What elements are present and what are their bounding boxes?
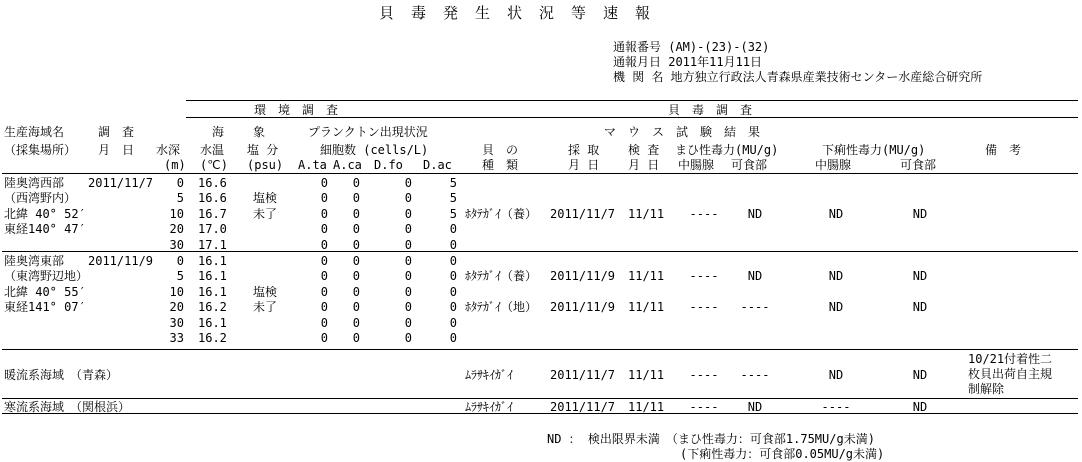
shell-species: ﾎﾀﾃｶﾞｲ（地） [465,300,538,315]
header-group-rule [186,117,1078,118]
collect-date: 2011/11/7 [550,400,616,414]
plankton-header: プランクトン出現状況 [308,125,428,139]
temp-value: 16.6 [198,191,227,206]
inspect-date: 11/11 [628,300,665,315]
inspect-date: 11/11 [628,206,665,221]
dfo-value: 0 [404,254,412,268]
dsp-midgut-value: ND [828,368,844,382]
temp-value: 16.1 [198,315,227,330]
dsp-edible-value: ND [912,269,928,284]
survey-date-header: 調 査 [98,125,135,139]
temp-value: 17.0 [198,222,227,237]
collect-date: 2011/11/7 [550,206,616,221]
dsp-midgut-value: ND [828,206,844,221]
inspect-date: 11/11 [628,368,665,382]
ata-value: 0 [320,269,328,284]
shell-species: ﾎﾀﾃｶﾞｲ（養） [465,269,538,284]
area-name-line: 陸奥湾東部 [4,254,65,268]
ata-value: 0 [320,254,328,268]
collect-date-header: 採 取 [568,143,600,157]
psp-edible-value: ---- [740,368,770,382]
aca-value: 0 [352,237,360,252]
shell-species: ﾑﾗｻｷｲｶﾞｲ [465,368,514,382]
temp-value: 16.2 [198,331,227,345]
document-title: 貝 毒 発 生 状 況 等 速 報 [379,4,652,22]
psp-midgut-header: 中腸腺 [678,158,715,172]
dac-value: 5 [449,176,457,190]
phenomena-header: 象 [253,125,266,139]
inspect-date: 11/11 [628,400,665,414]
dsp-header: 下痢性毒力(MU/g) [822,143,926,157]
collect-date: 2011/11/7 [550,368,616,382]
psp-edible-value: ---- [740,300,770,315]
aca-value: 0 [352,206,360,221]
temp-value: 16.6 [198,176,227,190]
salinity-value: 未了 [253,300,278,315]
inspect-md-header: 月 日 [628,158,660,172]
survey-date-subheader: 月 日 [98,143,135,157]
dfo-value: 0 [404,315,412,330]
dfo-value: 0 [404,191,412,206]
area-name-line: 北緯 40° 55′ [4,284,86,299]
report-number: 通報番号 (AM)-(23)-(32) [613,40,770,54]
ata-value: 0 [320,315,328,330]
temp-header: 水温 [200,143,225,157]
temp-value: 16.7 [198,206,227,221]
temp-value: 16.1 [198,284,227,299]
area-name-line: 東経140° 47′ [4,222,86,237]
dsp-midgut-value: ND [828,269,844,284]
depth-value: 30 [169,237,184,252]
salinity-header: 塩 分 [247,143,279,157]
remarks-line: 制解除 [968,382,1005,396]
ata-value: 0 [320,331,328,345]
aca-header: A.ca [333,158,362,172]
dsp-edible-value: ND [912,300,928,315]
collect-md-header: 月 日 [568,158,600,172]
area-name-line: 陸奥湾西部 [4,176,65,190]
temp-value: 16.2 [198,300,227,315]
dac-value: 0 [449,254,457,268]
depth-value: 0 [176,254,184,268]
remarks-header: 備 考 [985,143,1022,157]
env-survey-header: 環 境 調 査 [254,103,339,117]
report-date: 通報月日 2011年11月11日 [613,55,763,69]
depth-value: 5 [176,191,184,206]
aca-value: 0 [352,284,360,299]
depth-value: 33 [169,331,184,345]
dsp-midgut-header: 中腸腺 [815,158,852,172]
remarks-line: 10/21付着性二 [968,352,1053,366]
survey-date: 2011/11/9 [88,254,154,268]
salinity-value: 未了 [253,206,278,221]
shell-kind-header: 種 類 [482,158,519,172]
depth-value: 10 [169,284,184,299]
ata-value: 0 [320,284,328,299]
dfo-value: 0 [404,331,412,345]
dfo-value: 0 [404,206,412,221]
cells-header: 細胞数 (cells/L) [320,143,429,157]
shell-species: ﾑﾗｻｷｲｶﾞｲ [465,400,514,414]
area-name-line: （東湾野辺地） [4,269,89,284]
block-separator [2,398,1078,399]
area-header: 生産海域名 [4,125,65,139]
collect-date: 2011/11/9 [550,300,616,315]
remarks-line: 枚貝出荷自主規 [968,367,1053,381]
header-top-rule [186,100,1078,101]
ata-value: 0 [320,222,328,237]
dac-value: 5 [449,191,457,206]
dac-value: 5 [449,206,457,221]
ata-value: 0 [320,206,328,221]
salinity-unit: (psu) [247,158,284,172]
psp-midgut-value: ---- [689,300,719,315]
dfo-value: 0 [404,237,412,252]
dfo-value: 0 [404,269,412,284]
report-agency: 機 関 名 地方独立行政法人青森県産業技術センター水産総合研究所 [613,70,983,84]
temp-unit: (℃) [200,158,228,172]
temp-value: 16.1 [198,254,227,268]
depth-value: 5 [176,269,184,284]
dac-value: 0 [449,315,457,330]
shellfish-survey-header: 貝 毒 調 査 [668,103,753,117]
depth-value: 20 [169,222,184,237]
dsp-midgut-value: ND [828,300,844,315]
area-name-line: 東経141° 07′ [4,300,86,315]
psp-edible-value: ND [747,400,763,414]
collect-date: 2011/11/9 [550,269,616,284]
depth-value: 30 [169,315,184,330]
shell-species: ﾎﾀﾃｶﾞｲ（養） [465,206,538,221]
depth-header: 水深 [156,143,181,157]
aca-value: 0 [352,176,360,190]
depth-value: 20 [169,300,184,315]
header-bottom-rule [2,173,1078,174]
mouse-test-header: マ ウ ス 試 験 結 果 [604,125,761,139]
aca-value: 0 [352,300,360,315]
dfo-value: 0 [404,284,412,299]
aca-value: 0 [352,315,360,330]
dfo-value: 0 [404,222,412,237]
ata-value: 0 [320,191,328,206]
area-name-line: （西湾野内） [4,191,77,206]
depth-unit: (m) [164,158,186,172]
block-separator [2,251,1078,252]
inspect-date-header: 検 査 [628,143,660,157]
aca-value: 0 [352,191,360,206]
psp-midgut-value: ---- [689,206,719,221]
ata-value: 0 [320,176,328,190]
dsp-edible-value: ND [912,368,928,382]
psp-midgut-value: ---- [689,400,719,414]
salinity-value: 塩検 [253,284,278,299]
area-name-line: 北緯 40° 52′ [4,206,86,221]
psp-midgut-value: ---- [689,269,719,284]
psp-edible-value: ND [747,269,763,284]
dac-value: 0 [449,300,457,315]
dsp-edible-header: 可食部 [900,158,937,172]
depth-value: 0 [176,176,184,190]
area-name: 寒流系海域 （関根浜） [4,400,131,414]
dac-value: 0 [449,269,457,284]
area-subheader: （採集場所） [4,143,77,157]
temp-value: 17.1 [198,237,227,252]
dac-value: 0 [449,284,457,299]
block-separator [2,349,1078,350]
ata-header: A.ta [298,158,327,172]
survey-date: 2011/11/7 [88,176,154,190]
ata-value: 0 [320,300,328,315]
sea-header: 海 [212,125,225,139]
dac-value: 0 [449,237,457,252]
psp-edible-header: 可食部 [731,158,768,172]
aca-value: 0 [352,222,360,237]
depth-value: 10 [169,206,184,221]
shell-species-header: 貝 の [482,143,519,157]
dfo-value: 0 [404,176,412,190]
footnote-dsp: (下痢性毒力：可食部0.05MU/g未満) [680,447,885,461]
psp-midgut-value: ---- [689,368,719,382]
ata-value: 0 [320,237,328,252]
dac-value: 0 [449,331,457,345]
aca-value: 0 [352,269,360,284]
psp-edible-value: ND [747,206,763,221]
psp-header: まひ性毒力(MU/g) [675,143,779,157]
dac-header: D.ac [423,158,452,172]
dac-value: 0 [449,222,457,237]
dfo-header: D.fo [374,158,403,172]
aca-value: 0 [352,331,360,345]
table-bottom-rule [2,413,1078,414]
footnote-nd: ND ： 検出限界未満 （まひ性毒力：可食部1.75MU/g未満) [547,432,875,446]
inspect-date: 11/11 [628,269,665,284]
aca-value: 0 [352,254,360,268]
salinity-value: 塩検 [253,191,278,206]
temp-value: 16.1 [198,269,227,284]
dfo-value: 0 [404,300,412,315]
area-name: 暖流系海域 （青森） [4,368,119,382]
dsp-midgut-value: ---- [821,400,851,414]
dsp-edible-value: ND [912,400,928,414]
dsp-edible-value: ND [912,206,928,221]
